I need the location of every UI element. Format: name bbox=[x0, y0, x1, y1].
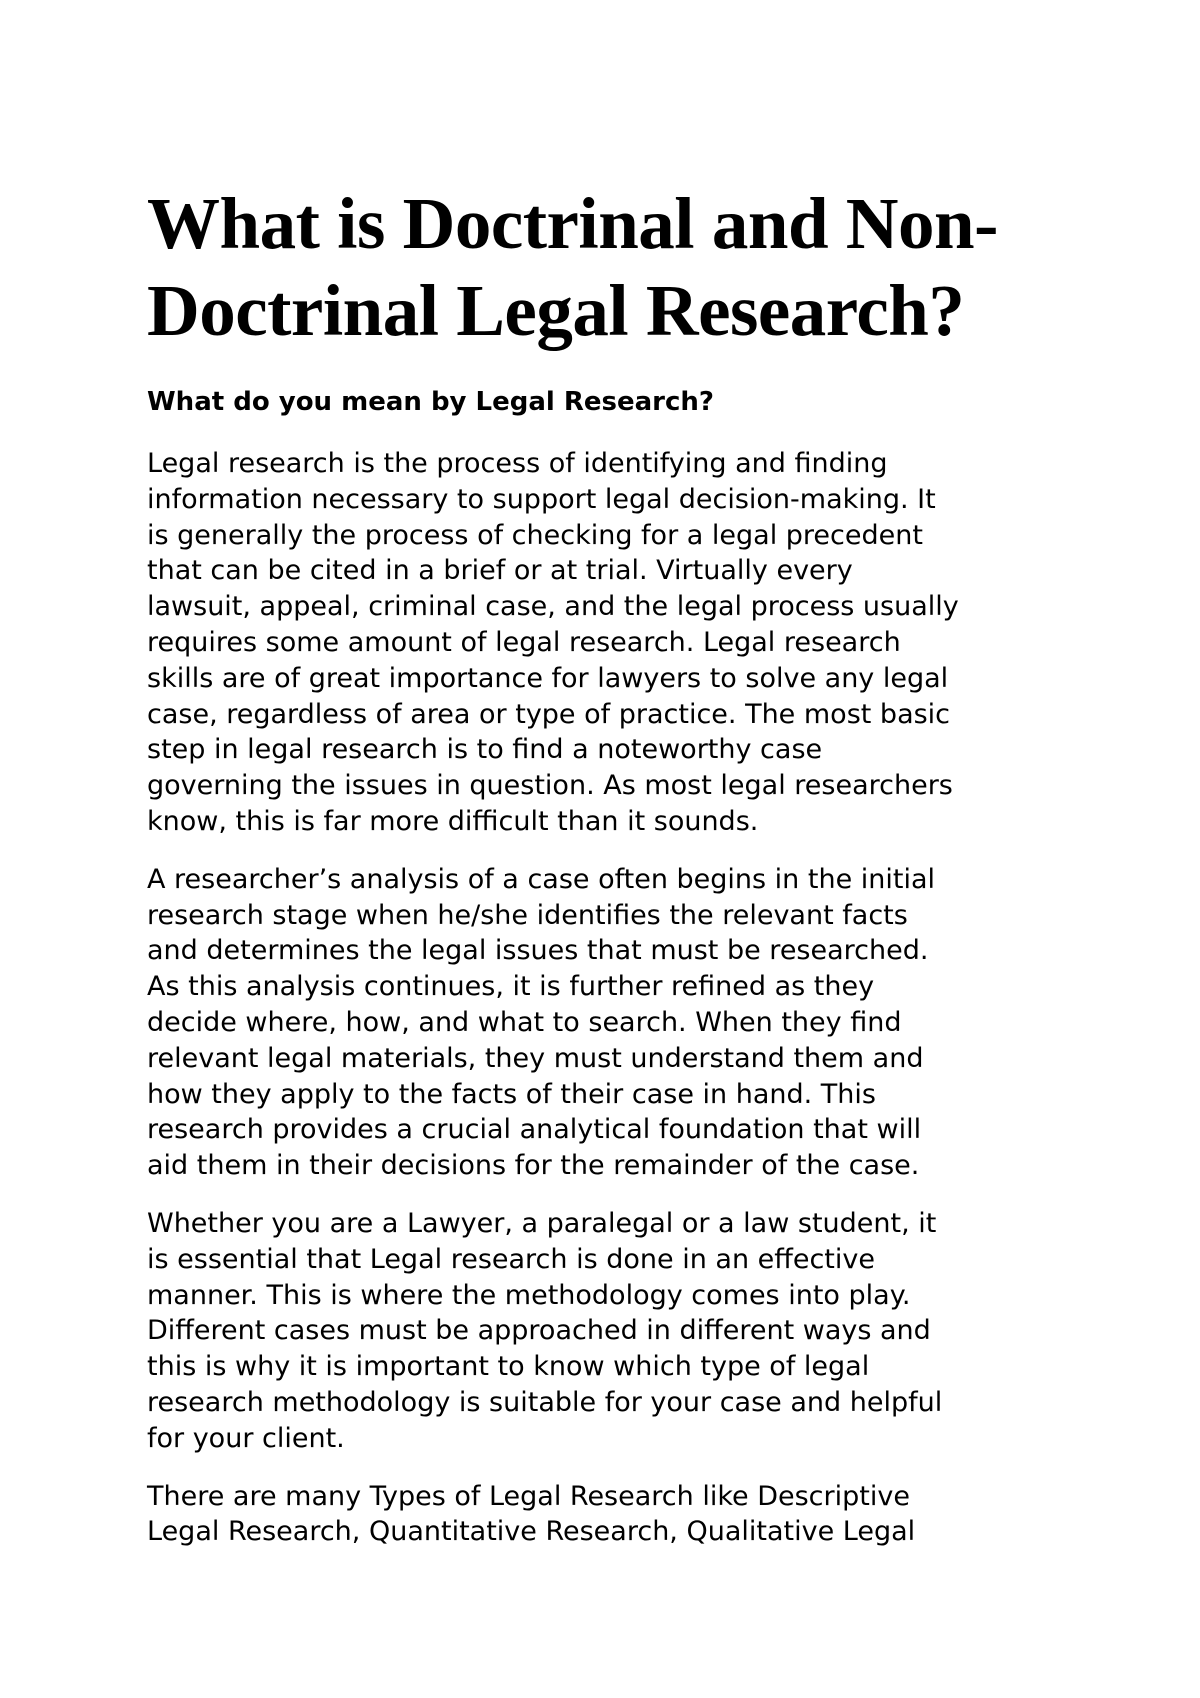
text-line: As this analysis continues, it is further refined as they bbox=[147, 971, 875, 1003]
text-line: is generally the process of checking for a legal precedent bbox=[147, 519, 923, 551]
text-line: requires some amount of legal research. Legal research bbox=[147, 626, 901, 658]
text-line: case, regardless of area or type of practice. The most basic bbox=[147, 698, 951, 730]
text-line: There are many Types of Legal Research like Descriptive bbox=[147, 1480, 910, 1512]
text-line: and determines the legal issues that must be researched. bbox=[147, 935, 929, 967]
text-line: how they apply to the facts of their case in hand. This bbox=[147, 1078, 876, 1110]
text-line: governing the issues in question. As most legal researchers bbox=[147, 770, 953, 802]
section-heading: What do you mean by Legal Research? bbox=[147, 387, 715, 417]
paragraph-legal-research-definition bbox=[147, 446, 1077, 840]
paragraph-methodology bbox=[147, 1206, 1077, 1457]
text-line: Legal Research, Quantitative Research, Qualitative Legal bbox=[147, 1516, 916, 1548]
text-line: skills are of great importance for lawyers to solve any legal bbox=[147, 662, 949, 694]
text-line: relevant legal materials, they must understand them and bbox=[147, 1042, 924, 1074]
text-line: A researcher’s analysis of a case often begins in the initial bbox=[147, 863, 936, 895]
paragraph-researcher-analysis bbox=[147, 862, 1077, 1184]
text-line: Different cases must be approached in different ways and bbox=[147, 1315, 931, 1347]
text-line: Whether you are a Lawyer, a paralegal or a law student, it bbox=[147, 1207, 937, 1239]
document-title bbox=[147, 180, 1077, 354]
text-line: research stage when he/she identifies the relevant facts bbox=[147, 899, 908, 931]
text-line: is essential that Legal research is done in an effective bbox=[147, 1243, 875, 1275]
text-line: for your client. bbox=[147, 1422, 345, 1454]
text-line: Legal research is the process of identifying and finding bbox=[147, 448, 888, 479]
title-line: Doctrinal Legal Research? bbox=[147, 270, 965, 351]
title-line: What is Doctrinal and Non- bbox=[147, 183, 998, 264]
text-line: research provides a crucial analytical foundation that will bbox=[147, 1114, 922, 1146]
text-line: information necessary to support legal decision-making. It bbox=[147, 483, 936, 515]
text-line: step in legal research is to find a noteworthy case bbox=[147, 734, 823, 766]
text-line: that can be cited in a brief or at trial. Virtually every bbox=[147, 555, 853, 587]
text-line: know, this is far more difficult than it sounds. bbox=[147, 805, 759, 837]
text-line: aid them in their decisions for the remainder of the case. bbox=[147, 1150, 920, 1182]
text-line: decide where, how, and what to search. When they find bbox=[147, 1006, 902, 1038]
text-line: research methodology is suitable for your case and helpful bbox=[147, 1386, 943, 1418]
text-line: manner. This is where the methodology comes into play. bbox=[147, 1279, 911, 1311]
paragraph-types-of-research bbox=[147, 1479, 1077, 1551]
text-line: lawsuit, appeal, criminal case, and the legal process usually bbox=[147, 591, 959, 623]
text-line: this is why it is important to know which type of legal bbox=[147, 1351, 870, 1383]
document-body bbox=[147, 180, 1077, 1550]
